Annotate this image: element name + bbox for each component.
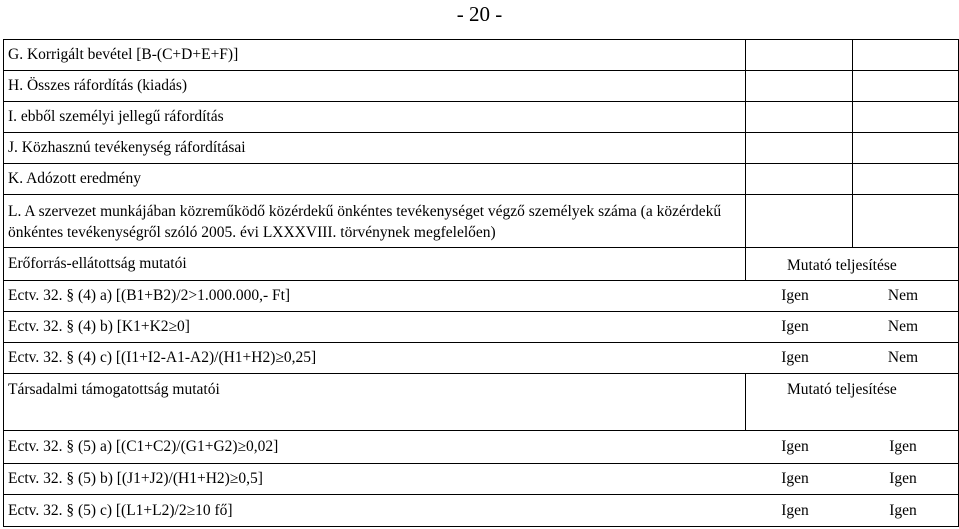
section-title-resources: Erőforrás-ellátottság mutatói	[8, 255, 187, 272]
row-label-l: L. A szervezet munkájában közreműködő közérdekű önkéntes tevékenységet végző személyek száma (a közérdekű önkéntes tevékenységről szóló 2005. évi LXXXVIII. törvénynek megfelelően)	[8, 203, 722, 241]
row-label-i: I. ebből személyi jellegű ráfordítás	[8, 108, 224, 125]
indicator-answer-yes: Igen	[889, 438, 917, 455]
indicator-answer-yes: Igen	[781, 349, 809, 366]
table-border-line	[852, 39, 853, 247]
table-border-line	[3, 430, 959, 431]
table-border-line	[3, 39, 4, 527]
table-border-line	[3, 526, 959, 527]
table-border-line	[3, 132, 959, 133]
row-label-g: G. Korrigált bevétel [B-(C+D+E+F)]	[8, 46, 239, 63]
table-border-line	[3, 101, 959, 102]
indicator-answer-yes: Igen	[889, 470, 917, 487]
table-border-line	[3, 163, 959, 164]
row-label-k: K. Adózott eredmény	[8, 170, 142, 187]
indicator-answer-yes: Igen	[889, 502, 917, 519]
indicator-answer-no: Nem	[887, 287, 919, 304]
indicator-answer-yes: Igen	[781, 438, 809, 455]
section-title-social-support: Társadalmi támogatottság mutatói	[8, 381, 220, 398]
section-header-fulfilment: Mutató teljesítése	[787, 257, 897, 274]
table-border-line	[3, 373, 959, 374]
indicator-label: Ectv. 32. § (4) c) [(I1+I2-A1-A2)/(H1+H2)≥0,25]	[8, 349, 317, 366]
table-border-line	[3, 70, 959, 71]
indicator-label: Ectv. 32. § (5) b) [(J1+J2)/(H1+H2)≥0,5]	[8, 470, 263, 487]
indicator-label: Ectv. 32. § (5) a) [(C1+C2)/(G1+G2)≥0,02]	[8, 438, 279, 455]
indicator-answer-yes: Igen	[781, 287, 809, 304]
page-number: - 20 -	[456, 2, 503, 26]
table-border-line	[745, 373, 746, 430]
table-border-line	[3, 39, 959, 40]
row-label-h: H. Összes ráfordítás (kiadás)	[8, 77, 188, 94]
section-header-fulfilment: Mutató teljesítése	[787, 381, 897, 398]
table-border-line	[3, 494, 959, 495]
table-border-line	[3, 463, 959, 464]
table-border-line	[3, 194, 959, 195]
indicator-answer-yes: Igen	[781, 470, 809, 487]
indicator-answer-no: Nem	[887, 349, 919, 366]
table-border-line	[3, 280, 959, 281]
table-border-line	[3, 342, 959, 343]
row-label-j: J. Közhasznú tevékenység ráfordításai	[8, 139, 246, 156]
indicator-label: Ectv. 32. § (5) c) [(L1+L2)/2≥10 fő]	[8, 502, 233, 519]
table-border-line	[3, 247, 959, 248]
indicator-label: Ectv. 32. § (4) a) [(B1+B2)/2>1.000.000,- Ft]	[8, 287, 291, 304]
indicator-answer-no: Nem	[887, 318, 919, 335]
indicator-label: Ectv. 32. § (4) b) [K1+K2≥0]	[8, 318, 190, 335]
table-border-line	[3, 311, 959, 312]
table-border-line	[745, 39, 746, 280]
indicator-answer-yes: Igen	[781, 318, 809, 335]
indicator-answer-yes: Igen	[781, 502, 809, 519]
